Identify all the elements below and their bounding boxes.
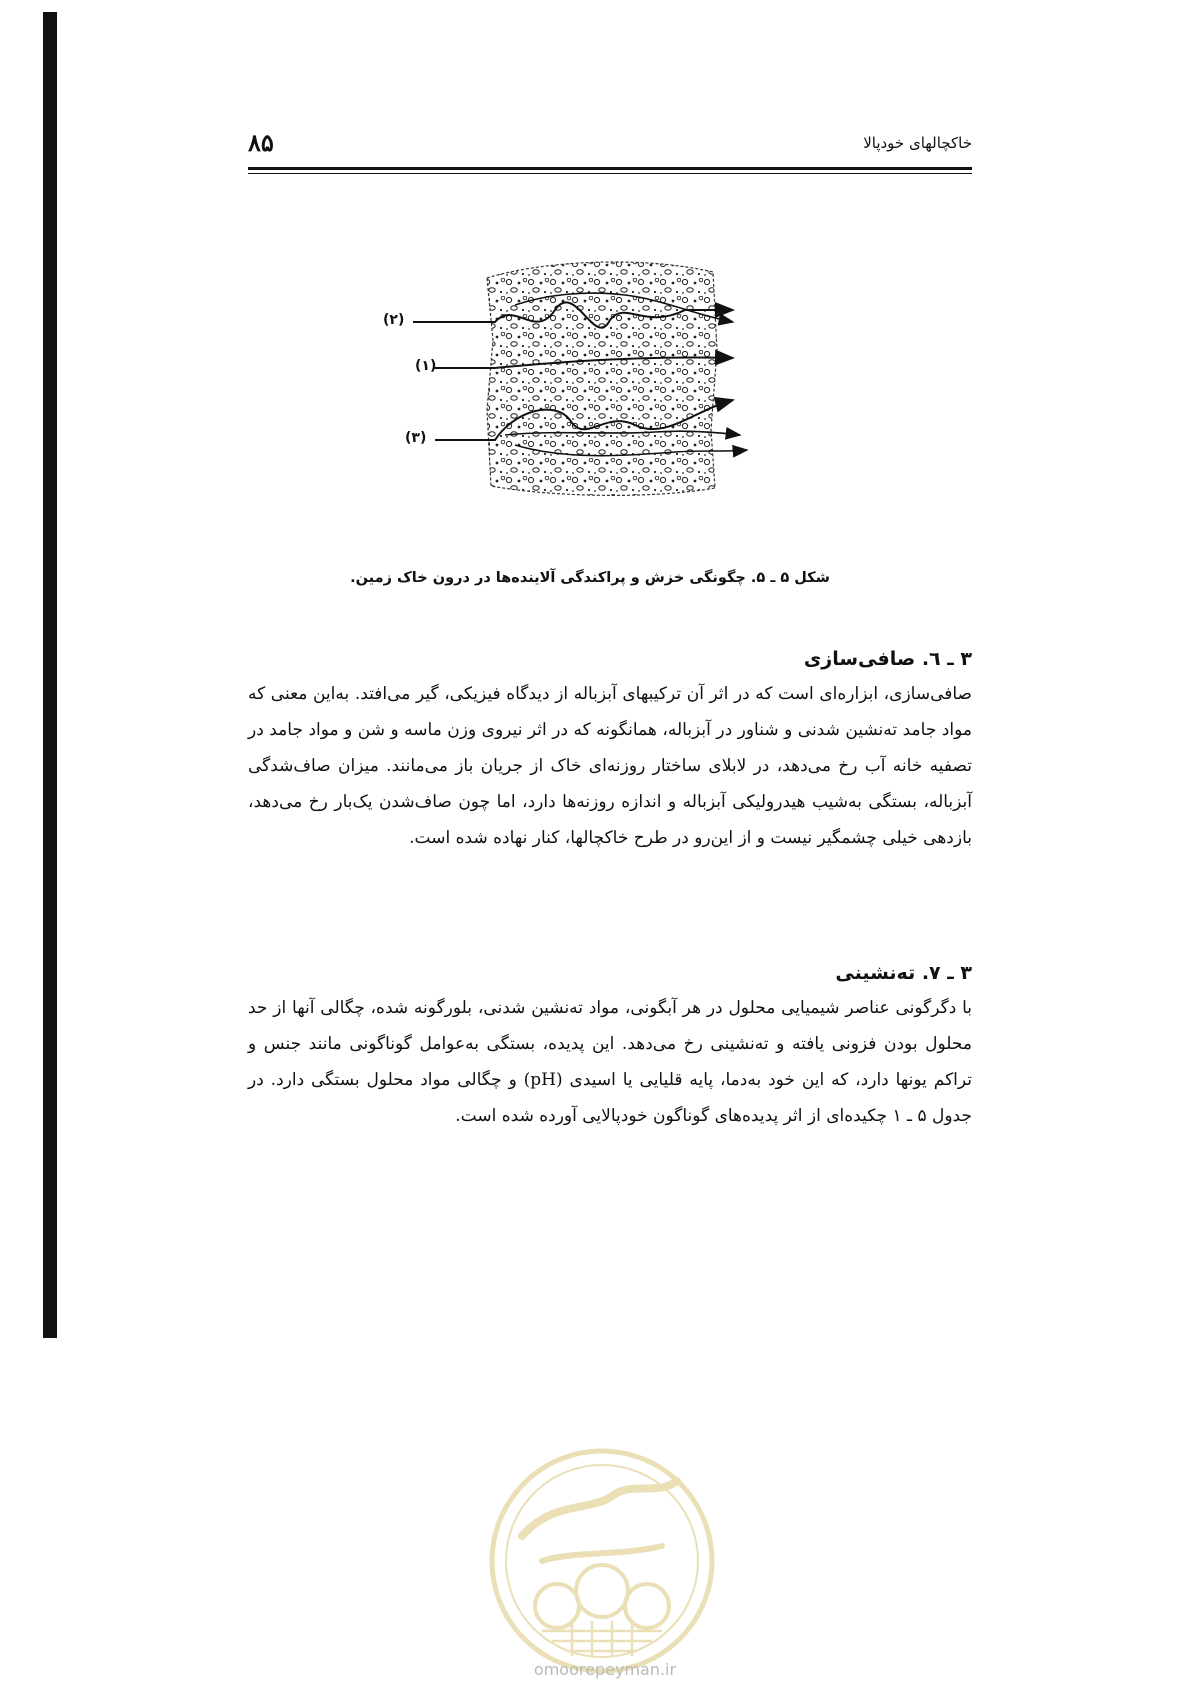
watermark-url: omoorepeyman.ir bbox=[533, 1660, 677, 1679]
section-heading: ۳ ـ ۷. ته‌نشینی bbox=[835, 962, 972, 984]
section-sedimentation bbox=[248, 962, 972, 1134]
page-header bbox=[248, 128, 972, 178]
section-body: با دگرگونی عناصر شیمیایی محلول در هر آبگونی، مواد ته‌نشین شدنی، بلورگونه شده، چگالی آنها از حد محلول بودن فزونی یافته و ته‌نشینی رخ می‌دهد. این پدیده، بستگی به‌عوامل گوناگونی مانند جنس و تراکم یونها دارد، که این خود به‌دما، پایه قلیایی یا اسیدی (pH) و چگالی مواد محلول بستگی دارد. در جدول ۵ ـ ۱ چکیده‌ای از اثر پدیده‌های گوناگون خودپالایی آورده شده است. bbox=[248, 998, 972, 1126]
section-heading: ۳ ـ ٦. صافی‌سازی bbox=[803, 648, 972, 670]
watermark-seal-icon bbox=[482, 1441, 722, 1681]
page-number: ۸۵ bbox=[248, 128, 274, 157]
binding-bar bbox=[43, 12, 57, 1338]
soil-block bbox=[487, 262, 717, 495]
flow-label-3: (۳) bbox=[405, 430, 427, 446]
flow-label-1: (۱) bbox=[415, 358, 437, 374]
flow-label-2: (۲) bbox=[383, 312, 405, 328]
soil-diagram-drawing bbox=[395, 260, 815, 530]
watermark-seal bbox=[482, 1441, 722, 1681]
soil-diagram bbox=[383, 260, 815, 530]
running-title: خاکچالهای خودپالا bbox=[863, 134, 972, 152]
section-filtration bbox=[248, 648, 972, 856]
header-rule-thick bbox=[248, 167, 972, 170]
section-body: صافی‌سازی، ابزاره‌ای است که در اثر آن ترکیبهای آبزباله از دیدگاه فیزیکی، گیر می‌افتد. به‌این معنی که مواد جامد ته‌نشین شدنی و شناور در آبزباله، همانگونه که در اثر نیروی وزن ماسه و شن و مواد جامد در تصفیه خانه آب رخ می‌دهد، در لابلای ساختار روزنه‌ای خاک از جریان باز می‌مانند. میزان صاف‌شدگی آبزباله، بستگی به‌شیب هیدرولیکی آبزباله و اندازه روزنه‌ها دارد، اما چون صاف‌شدن یک‌بار رخ می‌دهد، بازدهی خیلی چشمگیر نیست و از این‌رو در طرح خاکچالها، کنار نهاده شده است. bbox=[248, 684, 972, 848]
figure-caption: شکل ۵ ـ ۵. چگونگی خزش و پراکندگی آلاینده‌ها در درون خاک زمین. bbox=[350, 570, 830, 586]
header-rule-thin bbox=[248, 173, 972, 174]
